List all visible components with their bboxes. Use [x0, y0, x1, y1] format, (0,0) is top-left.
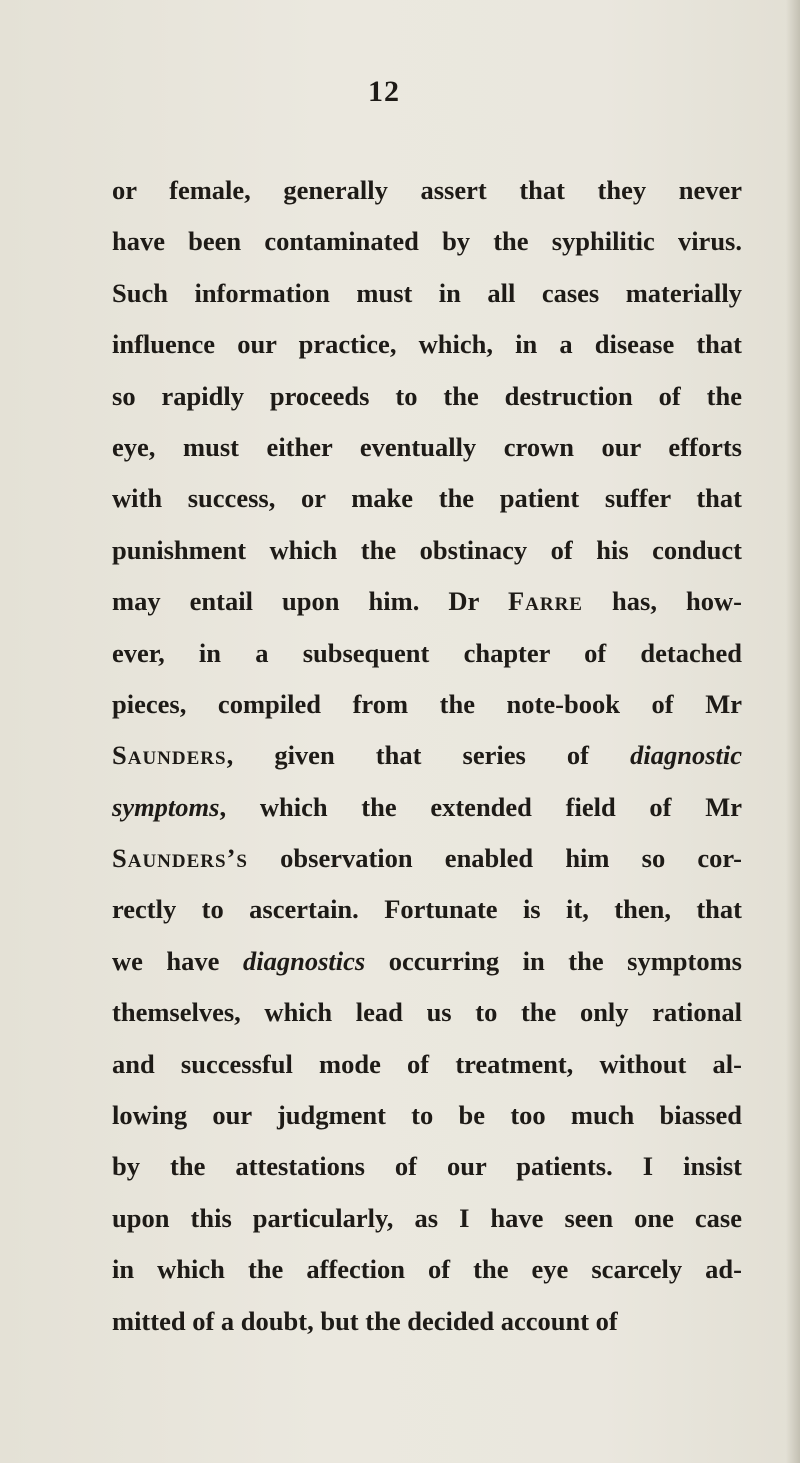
text-run: have been contaminated by the syphilitic virus. [112, 226, 742, 257]
text-line [112, 679, 742, 730]
text-line [112, 473, 742, 524]
text-run: themselves, which lead us to the only rational [112, 997, 742, 1028]
text-run: ever, in a subsequent chapter of detached [112, 637, 742, 668]
text-line [112, 422, 742, 473]
text-line [112, 1193, 742, 1244]
small-caps-name: Saunders [112, 740, 227, 771]
text-run: eye, must either eventually crown our efforts [112, 431, 742, 462]
text-line [112, 1296, 742, 1347]
text-line [112, 782, 742, 833]
text-line [112, 216, 742, 267]
text-line [112, 884, 742, 935]
text-line [112, 371, 742, 422]
text-line [112, 1244, 742, 1295]
text-run: may entail upon him. Dr [112, 586, 508, 617]
text-run: punishment which the obstinacy of his conduct [112, 534, 742, 565]
text-run: occurring in the symptoms [365, 945, 742, 976]
text-line [112, 936, 742, 987]
text-run: in which the affection of the eye scarcely ad- [112, 1254, 742, 1285]
text-line [112, 576, 742, 627]
small-caps-name: Saunders’s [112, 843, 248, 874]
text-line [112, 730, 742, 781]
italic-term: diagnostic [630, 740, 742, 771]
text-run: or female, generally assert that they never [112, 175, 742, 205]
text-line [112, 319, 742, 370]
text-run: by the attestations of our patients. I insist [112, 1151, 742, 1182]
text-run: Such information must in all cases materially [112, 277, 742, 308]
text-run: , which the extended field of Mr [219, 791, 742, 822]
text-run: and successful mode of treatment, without al- [112, 1048, 742, 1079]
text-run: with success, or make the patient suffer that [112, 483, 742, 514]
italic-term: symptoms [112, 791, 220, 822]
text-line [112, 987, 742, 1038]
text-run: observation enabled him so cor- [247, 843, 742, 874]
small-caps-name: Farre [507, 586, 583, 617]
body-text [112, 165, 742, 1347]
text-line [112, 525, 742, 576]
text-run: we have [112, 945, 243, 976]
text-line [112, 165, 742, 216]
text-run: , given that series of [226, 740, 631, 771]
text-line [112, 1039, 742, 1090]
text-run: influence our practice, which, in a disease that [112, 329, 742, 360]
text-line [112, 1141, 742, 1192]
text-line [112, 628, 742, 679]
text-run: lowing our judgment to be too much biassed [112, 1100, 742, 1131]
text-run: pieces, compiled from the note-book of Mr [112, 688, 742, 719]
italic-term: diagnostics [242, 945, 366, 976]
text-line [112, 1090, 742, 1141]
text-run: so rapidly proceeds to the destruction of the [112, 380, 742, 411]
page-edge-shadow [786, 0, 800, 1463]
page-number: 12 [368, 75, 400, 108]
text-run: mitted of a doubt, but the decided account of [112, 1305, 618, 1336]
text-line [112, 833, 742, 884]
text-run: rectly to ascertain. Fortunate is it, then, that [112, 894, 742, 925]
text-run: has, how- [582, 586, 742, 617]
text-line [112, 268, 742, 319]
text-run: upon this particularly, as I have seen one case [112, 1202, 742, 1233]
